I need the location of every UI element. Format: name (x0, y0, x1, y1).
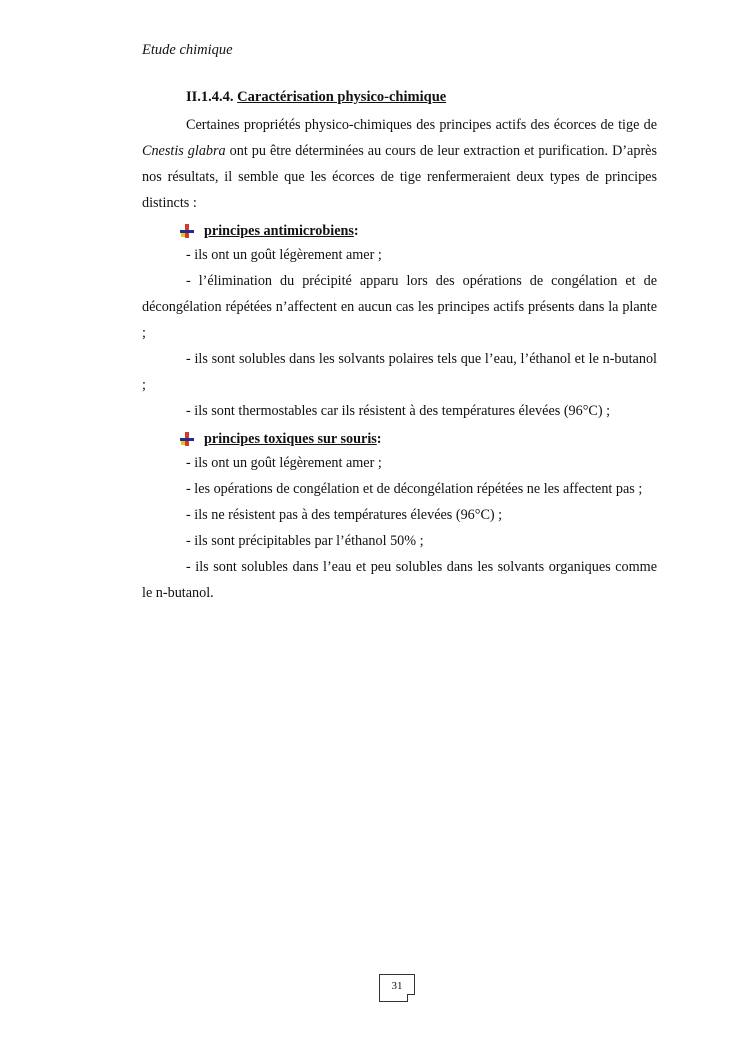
document-body (142, 86, 657, 606)
group-colon: : (353, 223, 359, 239)
group-heading-antimicrobial (180, 220, 657, 242)
section-heading (186, 86, 657, 108)
list-item: - ils sont précipitables par l’éthanol 50% ; (186, 533, 424, 549)
list-item: - les opérations de congélation et de décongélation répétées ne les affectent pas ; (186, 481, 643, 497)
list-item: - ils ont un goût légèrement amer ; (186, 455, 382, 471)
group-label: principes antimicrobiens (204, 223, 354, 239)
running-header: Etude chimique (142, 42, 233, 58)
page-curl-icon (407, 994, 415, 1002)
list-item: - ils ont un goût légèrement amer ; (186, 247, 382, 263)
group-heading-toxic (180, 428, 657, 450)
section-title: Caractérisation physico-chimique (237, 89, 447, 105)
section-number: II.1.4.4. (186, 89, 234, 105)
intro-part2: ont pu être déterminées au cours de leur extraction et purification. D’après nos résultats, il semble que les écorces de tige renfermeraient deux types de principes distincts : (142, 143, 657, 211)
list-item: - l’élimination du précipité apparu lors des opérations de congélation et de décongélation répétées n’affectent en aucun cas les principes actifs présents dans la plante ; (142, 273, 657, 341)
group-colon: : (376, 431, 382, 447)
colored-cross-bullet-icon (180, 432, 194, 446)
list-item: - ils sont thermostables car ils résistent à des températures élevées (96°C) ; (186, 403, 611, 419)
list-item: - ils sont solubles dans les solvants polaires tels que l’eau, l’éthanol et le n-butanol ; (142, 351, 657, 393)
list-item: - ils ne résistent pas à des températures élevées (96°C) ; (186, 507, 503, 523)
group-label: principes toxiques sur souris (204, 431, 377, 447)
page-number-box (379, 974, 415, 1002)
colored-cross-bullet-icon (180, 224, 194, 238)
species-name: Cnestis glabra (142, 143, 226, 159)
page-number: 31 (391, 980, 403, 992)
intro-part1: Certaines propriétés physico-chimiques des principes actifs des écorces de tige de (186, 117, 657, 133)
list-item: - ils sont solubles dans l’eau et peu solubles dans les solvants organiques comme le n-butanol. (142, 559, 657, 601)
intro-paragraph (142, 112, 657, 216)
